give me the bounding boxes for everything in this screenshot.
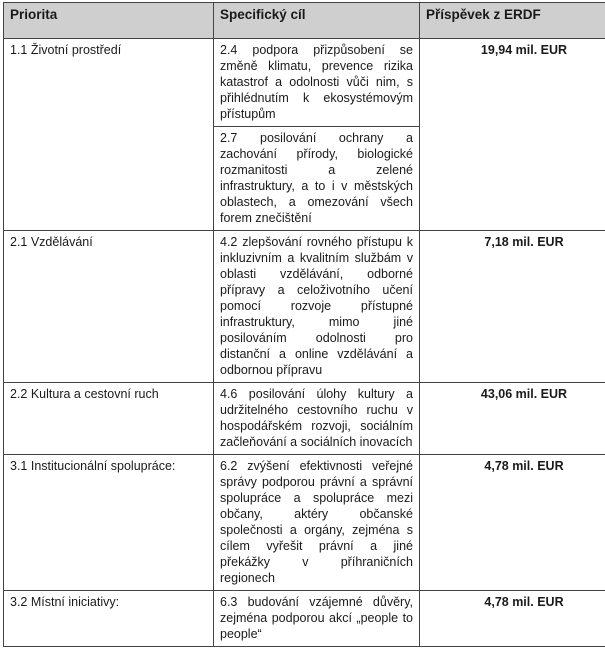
table-header-row xyxy=(4,3,605,39)
objective-text: 2.4 podpora přizpůsobení se změně klimatu, prevence rizika katastrof a odolnosti vůči nim, s přihlédnutím k ekosystémovým přístupům xyxy=(220,43,413,121)
erdf-amount-cell: 19,94 mil. EUR xyxy=(420,39,605,231)
priority-cell: 3.1 Institucionální spolupráce: xyxy=(4,455,214,591)
erdf-amount-cell: 7,18 mil. EUR xyxy=(420,231,605,383)
table-row xyxy=(4,231,605,383)
erdf-priority-table xyxy=(3,2,605,647)
objective-cell: 6.3 budování vzájemné důvěry, zejména podporou akcí „people to people“ xyxy=(214,591,420,647)
priority-cell: 2.1 Vzdělávání xyxy=(4,231,214,383)
header-erdf: Příspěvek z ERDF xyxy=(420,3,605,39)
table-row xyxy=(4,39,605,231)
table-row xyxy=(4,455,605,591)
priority-cell: 2.2 Kultura a cestovní ruch xyxy=(4,383,214,455)
table-row xyxy=(4,383,605,455)
erdf-amount-cell: 4,78 mil. EUR xyxy=(420,591,605,647)
priority-cell: 3.2 Místní iniciativy: xyxy=(4,591,214,647)
objective-cell: 6.2 zvýšení efektivnosti veřejné správy podporou právní a správní spolupráce a spolupráce mezi občany, aktéry občanské společnosti a orgány, zejména s cílem vyřešit právní a jiné překážky v příhraničních regionech xyxy=(214,455,420,591)
objective-cell: 4.6 posilování úlohy kultury a udržitelného cestovního ruchu v hospodářském rozvoji, sociálním začleňování a sociálních inovacích xyxy=(214,383,420,455)
priority-cell: 1.1 Životní prostředí xyxy=(4,39,214,231)
erdf-amount-cell: 4,78 mil. EUR xyxy=(420,455,605,591)
objective-cell: 4.2 zlepšování rovného přístupu k inkluzivním a kvalitním službám v oblasti vzdělávání, odborné přípravy a celoživotního učení pomocí rozvoje přístupné infrastruktury, mimo jiné posilováním odolnosti pro distanční a online vzdělávání a odbornou přípravu xyxy=(214,231,420,383)
objective-cell xyxy=(214,39,420,231)
header-priority: Priorita xyxy=(4,3,214,39)
erdf-amount-cell: 43,06 mil. EUR xyxy=(420,383,605,455)
objective-text: 2.7 posilování ochrany a zachování přírody, biologické rozmanitosti a zelené infrastruktury, a to i v městských oblastech, a omezování všech forem znečištění xyxy=(214,126,419,230)
header-objective: Specifický cíl xyxy=(214,3,420,39)
table-row xyxy=(4,591,605,647)
